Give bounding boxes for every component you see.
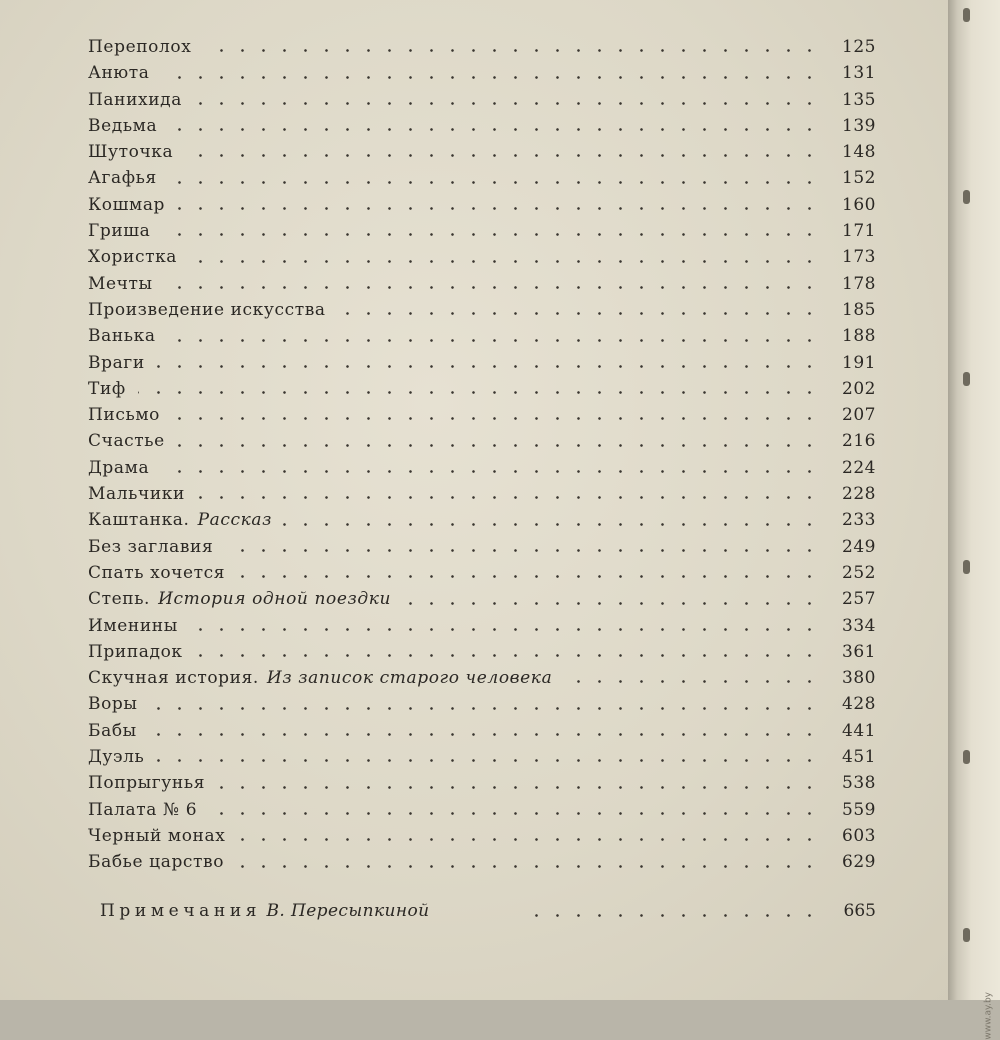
toc-entry-heading [88,586,393,612]
toc-entry-heading [88,87,186,113]
toc-entry [88,376,876,402]
toc-entry-title: Припадок [88,641,183,662]
toc-entry-title: Именины [88,615,178,636]
toc-entry [88,507,876,533]
toc-entry-title: Переполох [88,37,192,57]
toc-entry-heading [88,718,141,744]
toc-entry-title: Шуточка [88,142,174,163]
dot-leader [237,575,820,578]
toc-entry-heading [88,402,164,428]
notes-author: В. Пересыпкиной [266,901,430,921]
toc-entry-page-number: 160 [842,194,876,215]
toc-entry [88,823,876,849]
toc-entry-page-number: 148 [842,142,876,163]
dot-leader [177,444,820,447]
toc-entry-page-number: 257 [842,589,876,610]
toc-entry-title: Тиф [88,378,126,399]
toc-entry-title: Воры [88,694,138,715]
dot-leader [237,838,820,841]
toc-entry-title: Враги [88,352,145,373]
toc-entry-heading [88,244,181,270]
book-binding [948,0,1000,1000]
toc-entry-title: Кошмар [88,194,166,215]
toc-entry [88,797,876,823]
toc-entry [88,60,876,86]
toc-entry [88,691,876,717]
toc-entry-title: Скучная история. [88,668,259,689]
toc-entry-heading [88,428,169,454]
toc-entry-title: Ведьма [88,115,158,136]
dot-leader [197,496,820,499]
toc-entry-title: Счастье [88,431,165,452]
toc-entry-page-number: 125 [842,37,876,57]
toc-entry [88,34,876,60]
toc-entry-heading [88,192,169,218]
toc-entry-page-number: 361 [842,641,876,662]
table-of-contents [88,34,876,876]
toc-entry-page-number: 224 [842,457,876,478]
dot-leader [203,49,820,52]
toc-entry-page-number: 171 [842,221,876,242]
toc-entry-heading [88,297,330,323]
toc-entry-page-number: 139 [842,115,876,136]
binding-stitch [963,372,970,386]
dot-leader [157,365,820,368]
toc-entry [88,402,876,428]
dot-leader [282,523,820,526]
toc-entry [88,87,876,113]
toc-entry [88,218,876,244]
dot-leader [338,312,820,315]
toc-entry-page-number: 131 [842,63,876,84]
dot-leader [165,286,820,289]
binding-stitch [963,750,970,764]
toc-entry-heading [88,455,153,481]
toc-entry-title: Анюта [88,63,150,84]
toc-entry-title: Мечты [88,273,153,294]
binding-stitch [963,928,970,942]
dot-leader [169,128,820,131]
dot-leader [189,260,820,263]
toc-entry-title: Мальчики [88,484,185,505]
toc-entry-title: Драма [88,457,150,478]
watermark-text: www.ay.by [984,992,994,1040]
toc-entry [88,534,876,560]
dot-leader [168,339,820,342]
toc-entry-heading [88,744,148,770]
toc-entry-heading [88,823,229,849]
toc-entry [88,586,876,612]
dot-leader [194,102,820,105]
toc-entry [88,613,876,639]
toc-entry [88,481,876,507]
toc-entry-page-number: 202 [842,378,876,399]
toc-entry-heading [88,534,217,560]
toc-notes-entry [100,898,876,924]
toc-entry-heading [88,691,142,717]
dot-leader [169,181,820,184]
toc-entry-heading [88,560,229,586]
dot-leader [236,865,820,868]
toc-entry-page-number: 249 [842,536,876,557]
toc-entry-heading [88,481,189,507]
dot-leader [150,707,820,710]
toc-entry-page-number: 178 [842,273,876,294]
toc-entry-page-number: 380 [842,668,876,689]
toc-entry-page-number: 233 [842,510,876,531]
toc-entry-page-number: 207 [842,405,876,426]
toc-entry-title: Без заглавия [88,536,214,557]
toc-entry-title: Гриша [88,221,151,242]
toc-entry-page-number: 216 [842,431,876,452]
toc-entry [88,560,876,586]
toc-entry-heading [88,770,209,796]
toc-entry [88,665,876,691]
toc-entry-heading [88,218,154,244]
toc-entry-page-number: 629 [842,852,876,873]
dot-leader [225,549,820,552]
toc-entry [88,165,876,191]
dot-leader [520,914,820,917]
toc-entry-heading [88,797,201,823]
toc-entry-heading [88,139,177,165]
toc-entry-heading [88,323,160,349]
notes-page-number: 665 [843,901,876,921]
toc-entry [88,113,876,139]
toc-entry-title: Бабье царство [88,852,225,873]
toc-entry-title: Панихида [88,89,182,110]
dot-leader [209,812,820,815]
toc-entry [88,849,876,875]
toc-entry-page-number: 191 [842,352,876,373]
dot-leader [195,654,820,657]
toc-entry-title: Черный монах [88,825,226,846]
toc-entry-heading [88,665,554,691]
toc-entry-title: Хористка [88,247,178,268]
toc-entry-page-number: 603 [842,825,876,846]
dot-leader [185,154,820,157]
toc-entry-heading [88,376,130,402]
toc-entry-title: Бабы [88,720,137,741]
toc-entry-heading [88,849,228,875]
toc-entry [88,297,876,323]
toc-entry-page-number: 451 [842,747,876,768]
toc-entry-title: Спать хочется [88,562,226,583]
toc-entry-subtitle: Рассказ [197,510,272,531]
dot-leader [177,207,820,210]
toc-entry-page-number: 559 [842,799,876,820]
toc-entry [88,770,876,796]
toc-entry-page-number: 441 [842,720,876,741]
dot-leader [172,417,820,420]
toc-entry-page-number: 188 [842,326,876,347]
dot-leader [156,759,820,762]
toc-entry-page-number: 428 [842,694,876,715]
toc-entry [88,271,876,297]
toc-entry-title: Письмо [88,405,160,426]
toc-entry-page-number: 538 [842,773,876,794]
toc-entry-heading [88,613,182,639]
toc-entry-page-number: 252 [842,562,876,583]
binding-stitch [963,8,970,22]
toc-entry-heading [88,271,157,297]
toc-entry [88,639,876,665]
toc-entry-page-number: 334 [842,615,876,636]
toc-entry-subtitle: Из записок старого человека [266,668,553,689]
dot-leader [162,76,820,79]
notes-title: Примечания [100,901,262,921]
toc-entry-page-number: 135 [842,89,876,110]
dot-leader [138,391,820,394]
toc-entry [88,744,876,770]
toc-entry [88,323,876,349]
toc-entry [88,455,876,481]
toc-entry [88,244,876,270]
toc-entry-subtitle: История одной поездки [158,589,392,610]
toc-entry [88,428,876,454]
toc-entry-page-number: 185 [842,299,876,320]
dot-leader [162,233,820,236]
dot-leader [190,628,820,631]
toc-entry [88,718,876,744]
toc-entry-page-number: 173 [842,247,876,268]
toc-entry-title: Дуэль [88,747,145,768]
toc-entry-title: Палата № 6 [88,799,198,820]
toc-entry-heading [88,639,187,665]
dot-leader [401,602,820,605]
binding-stitch [963,190,970,204]
toc-entry-heading [88,113,161,139]
dot-leader [562,680,820,683]
toc-entry-heading [88,34,195,60]
toc-entry [88,139,876,165]
toc-entry-heading [88,60,154,86]
toc-entry-page-number: 152 [842,168,876,189]
toc-entry-heading [88,507,274,533]
toc-entry-title: Попрыгунья [88,773,206,794]
toc-entry-title: Ванька [88,326,156,347]
dot-leader [149,733,820,736]
dot-leader [217,786,820,789]
toc-entry-page-number: 228 [842,484,876,505]
toc-entry [88,192,876,218]
toc-entry [88,350,876,376]
binding-stitch [963,560,970,574]
toc-entry-title: Каштанка. [88,510,190,531]
toc-entry-heading [88,350,149,376]
toc-entry-title: Степь. [88,589,151,610]
toc-entry-heading [88,165,161,191]
dot-leader [161,470,820,473]
toc-entry-title: Произведение искусства [88,299,326,320]
toc-entry-title: Агафья [88,168,157,189]
